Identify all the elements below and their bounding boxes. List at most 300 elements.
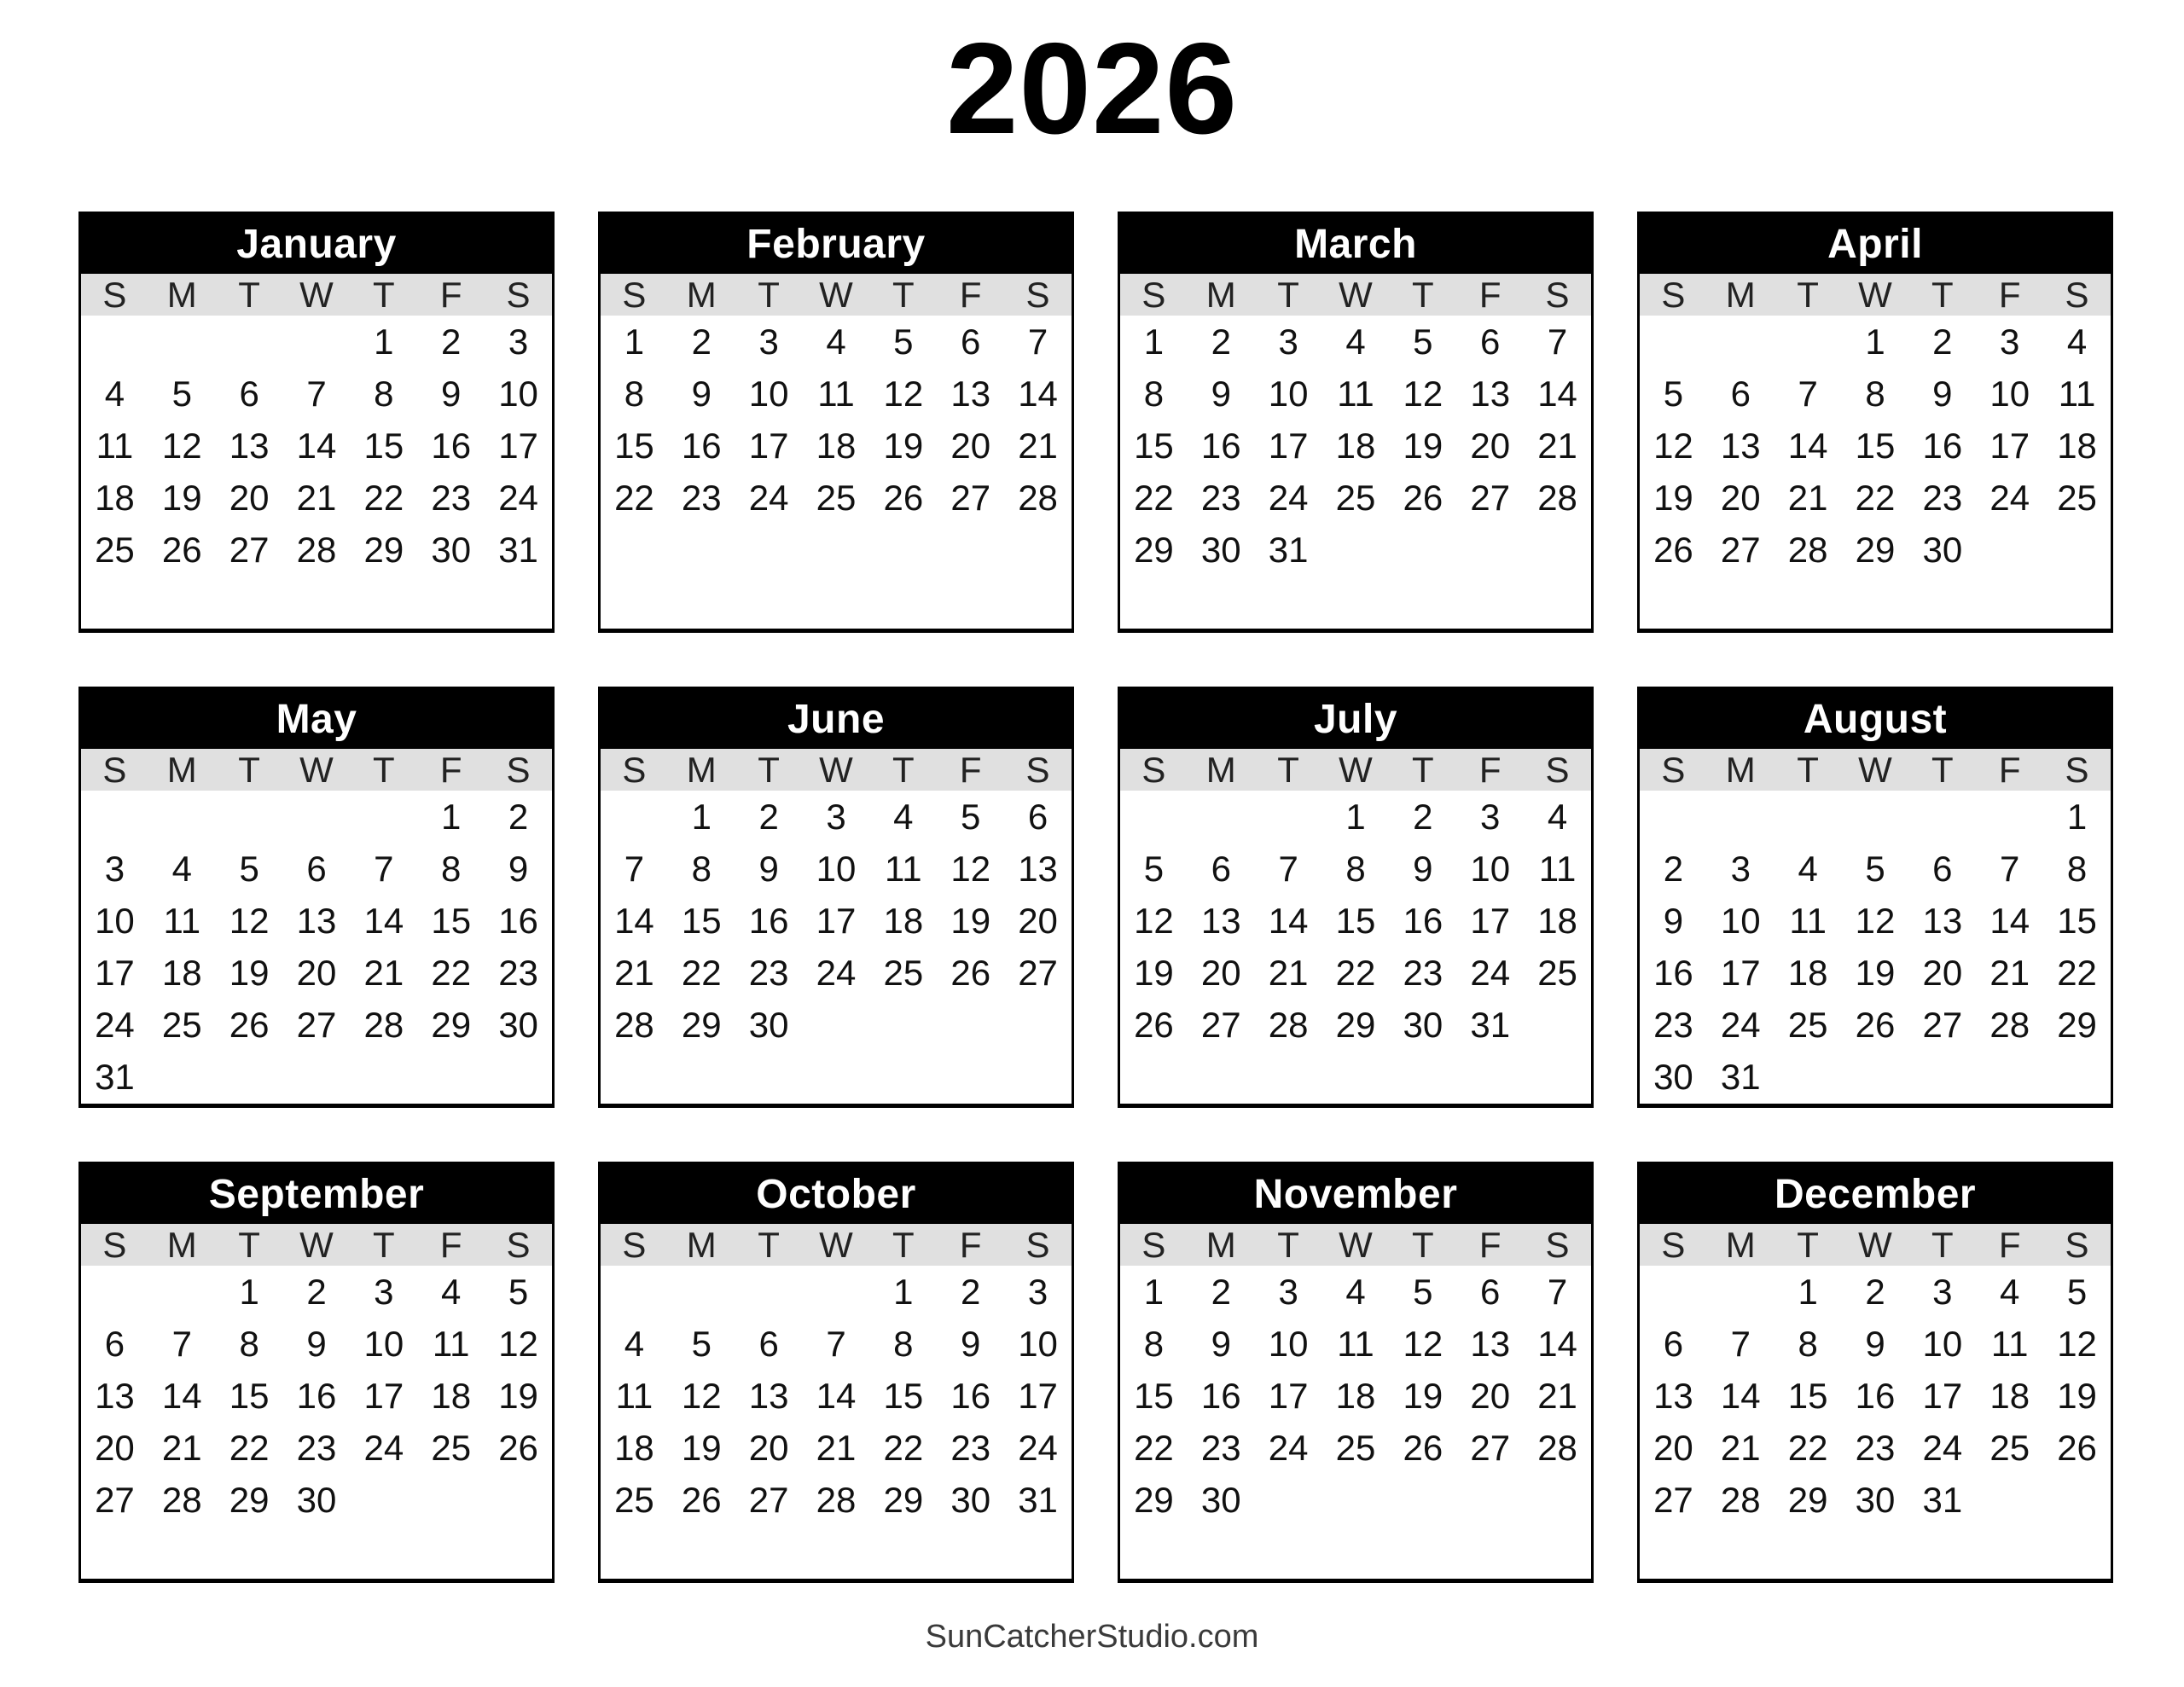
weekday-label: S bbox=[1025, 274, 1050, 315]
weekday-label: T bbox=[238, 274, 260, 315]
weekday-label: S bbox=[2065, 1224, 2089, 1265]
weekday-label: F bbox=[1998, 1224, 2021, 1265]
day-cell: 14 bbox=[363, 900, 404, 941]
day-cell: 8 bbox=[691, 848, 712, 889]
day-cell-empty bbox=[1640, 1266, 1707, 1318]
day-cell: 12 bbox=[161, 425, 202, 466]
day-cell-empty bbox=[1524, 1000, 1591, 1052]
day-cell: 17 bbox=[363, 1375, 404, 1416]
day-cell: 29 bbox=[1855, 530, 1896, 571]
weekday-label: W bbox=[299, 274, 334, 315]
month-days-grid bbox=[601, 1266, 1072, 1579]
day-cell: 29 bbox=[431, 1005, 472, 1046]
day-cell: 5 bbox=[1413, 321, 1433, 362]
day-cell: 18 bbox=[816, 425, 857, 466]
day-cell: 7 bbox=[1547, 321, 1568, 362]
day-cell: 29 bbox=[1134, 530, 1174, 571]
day-cell: 22 bbox=[229, 1428, 270, 1469]
day-cell: 27 bbox=[748, 1480, 789, 1521]
day-cell: 28 bbox=[614, 1005, 654, 1046]
weekday-label: W bbox=[819, 1224, 853, 1265]
day-cell-empty bbox=[869, 1000, 937, 1052]
day-cell: 26 bbox=[1403, 1428, 1443, 1469]
day-cell: 22 bbox=[1134, 1428, 1174, 1469]
day-cell: 10 bbox=[748, 373, 789, 414]
day-cell: 26 bbox=[2057, 1428, 2097, 1469]
day-cell-empty bbox=[1120, 791, 1188, 843]
day-cell: 5 bbox=[508, 1271, 529, 1312]
month-days-grid bbox=[1120, 791, 1591, 1104]
weekday-label: T bbox=[373, 749, 395, 790]
day-cell: 14 bbox=[816, 1375, 857, 1416]
day-cell: 12 bbox=[950, 848, 991, 889]
weekday-label: S bbox=[622, 1224, 647, 1265]
day-cell: 30 bbox=[1922, 530, 1963, 571]
day-cell: 9 bbox=[1663, 900, 1684, 941]
day-cell: 11 bbox=[1337, 373, 1374, 414]
day-cell: 4 bbox=[104, 373, 125, 414]
day-cell-empty bbox=[485, 1475, 552, 1527]
day-cell-empty bbox=[1255, 791, 1322, 843]
day-cell: 12 bbox=[883, 373, 924, 414]
day-cell: 3 bbox=[1730, 848, 1751, 889]
day-cell: 25 bbox=[95, 530, 135, 571]
day-cell-empty bbox=[1322, 525, 1390, 577]
weekday-header-row bbox=[601, 749, 1072, 791]
month-days-grid bbox=[1120, 316, 1591, 629]
day-cell: 5 bbox=[893, 321, 914, 362]
day-cell: 13 bbox=[1470, 1323, 1511, 1364]
day-cell-empty bbox=[283, 316, 351, 368]
day-cell-empty bbox=[1908, 1052, 1976, 1104]
day-cell: 20 bbox=[1470, 1375, 1511, 1416]
month-days-grid bbox=[1640, 316, 2111, 629]
day-cell: 12 bbox=[681, 1375, 722, 1416]
day-cell: 23 bbox=[498, 953, 538, 994]
day-cell: 25 bbox=[2057, 478, 2097, 519]
day-cell: 4 bbox=[1345, 321, 1366, 362]
day-cell: 9 bbox=[1211, 373, 1231, 414]
day-cell: 11 bbox=[2058, 373, 2096, 414]
day-cell: 1 bbox=[441, 796, 462, 837]
day-cell: 23 bbox=[1653, 1005, 1693, 1046]
day-cell-empty bbox=[148, 1052, 216, 1104]
day-cell: 4 bbox=[441, 1271, 462, 1312]
day-cell: 15 bbox=[1335, 900, 1376, 941]
day-cell: 25 bbox=[431, 1428, 472, 1469]
day-cell: 24 bbox=[1720, 1005, 1761, 1046]
day-cell: 19 bbox=[1403, 425, 1443, 466]
weekday-label: F bbox=[1998, 749, 2021, 790]
month-title: April bbox=[1640, 214, 2111, 274]
day-cell: 4 bbox=[2066, 321, 2088, 362]
day-cell: 14 bbox=[1537, 1323, 1577, 1364]
day-cell: 10 bbox=[95, 900, 135, 941]
weekday-label: S bbox=[1661, 1224, 1686, 1265]
day-cell: 26 bbox=[1403, 478, 1443, 519]
day-cell: 21 bbox=[816, 1428, 857, 1469]
weekday-label: T bbox=[1797, 749, 1819, 790]
month-title: March bbox=[1120, 214, 1591, 274]
day-cell: 24 bbox=[748, 478, 789, 519]
weekday-label: S bbox=[506, 274, 531, 315]
day-cell: 7 bbox=[1027, 321, 1048, 362]
month-november bbox=[1118, 1162, 1594, 1583]
day-cell: 11 bbox=[1538, 848, 1577, 889]
day-cell-empty bbox=[803, 1266, 870, 1318]
day-cell: 20 bbox=[1470, 425, 1511, 466]
day-cell: 6 bbox=[306, 848, 327, 889]
day-cell: 28 bbox=[363, 1005, 404, 1046]
day-cell: 8 bbox=[2066, 848, 2088, 889]
day-cell: 11 bbox=[1990, 1323, 2029, 1364]
day-cell: 15 bbox=[229, 1375, 270, 1416]
day-cell: 28 bbox=[1537, 478, 1577, 519]
day-cell: 27 bbox=[296, 1005, 337, 1046]
day-cell: 26 bbox=[950, 953, 991, 994]
day-cell: 11 bbox=[432, 1323, 470, 1364]
day-cell: 1 bbox=[893, 1271, 914, 1312]
year-title: 2026 bbox=[945, 16, 1239, 161]
weekday-label: S bbox=[1141, 274, 1166, 315]
day-cell: 11 bbox=[1789, 900, 1827, 941]
day-cell: 28 bbox=[296, 530, 337, 571]
day-cell: 28 bbox=[1720, 1480, 1761, 1521]
day-cell: 27 bbox=[95, 1480, 135, 1521]
day-cell-empty bbox=[2043, 525, 2111, 577]
day-cell: 22 bbox=[883, 1428, 924, 1469]
day-cell: 8 bbox=[1345, 848, 1366, 889]
day-cell-empty bbox=[1389, 1475, 1456, 1527]
day-cell-empty bbox=[803, 1000, 870, 1052]
day-cell: 13 bbox=[229, 425, 270, 466]
month-title: May bbox=[81, 689, 552, 749]
day-cell: 24 bbox=[1989, 478, 2030, 519]
day-cell: 11 bbox=[163, 900, 201, 941]
weekday-label: W bbox=[1339, 274, 1373, 315]
day-cell: 9 bbox=[1865, 1323, 1885, 1364]
day-cell: 25 bbox=[1335, 478, 1376, 519]
day-cell: 29 bbox=[2057, 1005, 2097, 1046]
day-cell: 17 bbox=[498, 425, 538, 466]
day-cell: 9 bbox=[306, 1323, 327, 1364]
day-cell: 19 bbox=[2057, 1375, 2097, 1416]
month-title: October bbox=[601, 1164, 1072, 1224]
day-cell: 8 bbox=[1798, 1323, 1818, 1364]
day-cell-empty bbox=[735, 1266, 803, 1318]
weekday-label: M bbox=[1725, 1224, 1756, 1265]
day-cell: 13 bbox=[1470, 373, 1511, 414]
weekday-label: T bbox=[758, 749, 780, 790]
day-cell: 19 bbox=[1134, 953, 1174, 994]
day-cell: 5 bbox=[961, 796, 981, 837]
weekday-label: T bbox=[758, 274, 780, 315]
day-cell: 9 bbox=[758, 848, 779, 889]
day-cell: 28 bbox=[1787, 530, 1828, 571]
day-cell: 4 bbox=[624, 1323, 645, 1364]
day-cell: 23 bbox=[1200, 478, 1241, 519]
day-cell-empty bbox=[216, 791, 283, 843]
day-cell: 3 bbox=[2000, 321, 2020, 362]
weekday-label: F bbox=[1478, 274, 1502, 315]
month-title: June bbox=[601, 689, 1072, 749]
day-cell-empty bbox=[1976, 525, 2043, 577]
day-cell: 17 bbox=[95, 953, 135, 994]
day-cell: 26 bbox=[498, 1428, 538, 1469]
day-cell-empty bbox=[417, 1052, 485, 1104]
day-cell: 6 bbox=[758, 1323, 779, 1364]
weekday-label: S bbox=[506, 749, 531, 790]
day-cell: 30 bbox=[1200, 530, 1241, 571]
weekday-label: T bbox=[373, 274, 395, 315]
weekday-label: F bbox=[439, 274, 462, 315]
day-cell: 13 bbox=[748, 1375, 789, 1416]
weekday-label: S bbox=[1545, 1224, 1570, 1265]
day-cell: 3 bbox=[758, 321, 779, 362]
day-cell: 17 bbox=[1018, 1375, 1058, 1416]
month-june bbox=[598, 687, 1074, 1108]
day-cell: 24 bbox=[1922, 1428, 1963, 1469]
month-january bbox=[78, 212, 555, 633]
weekday-label: S bbox=[102, 749, 127, 790]
day-cell-empty bbox=[601, 1266, 668, 1318]
weekday-header-row bbox=[601, 1224, 1072, 1266]
day-cell: 11 bbox=[885, 848, 922, 889]
day-cell: 19 bbox=[681, 1428, 722, 1469]
weekday-label: S bbox=[2065, 749, 2089, 790]
weekday-label: S bbox=[1545, 274, 1570, 315]
day-cell: 2 bbox=[1211, 1271, 1231, 1312]
day-cell: 14 bbox=[1989, 900, 2030, 941]
day-cell: 15 bbox=[1134, 1375, 1174, 1416]
day-cell: 16 bbox=[1200, 425, 1241, 466]
day-cell: 6 bbox=[1932, 848, 1953, 889]
day-cell: 20 bbox=[748, 1428, 789, 1469]
day-cell: 28 bbox=[1989, 1005, 2030, 1046]
day-cell: 30 bbox=[431, 530, 472, 571]
day-cell: 15 bbox=[431, 900, 472, 941]
day-cell: 21 bbox=[296, 478, 337, 519]
day-cell: 7 bbox=[826, 1323, 846, 1364]
day-cell: 17 bbox=[1268, 425, 1309, 466]
day-cell: 20 bbox=[950, 425, 991, 466]
month-title: December bbox=[1640, 1164, 2111, 1224]
day-cell: 2 bbox=[1413, 796, 1433, 837]
day-cell: 5 bbox=[1865, 848, 1885, 889]
weekday-label: M bbox=[1205, 749, 1236, 790]
month-title: August bbox=[1640, 689, 2111, 749]
day-cell: 13 bbox=[1922, 900, 1963, 941]
day-cell: 20 bbox=[1720, 478, 1761, 519]
day-cell: 13 bbox=[950, 373, 991, 414]
day-cell: 16 bbox=[1403, 900, 1443, 941]
day-cell: 8 bbox=[374, 373, 394, 414]
day-cell: 6 bbox=[1730, 373, 1751, 414]
day-cell: 29 bbox=[883, 1480, 924, 1521]
day-cell: 26 bbox=[1653, 530, 1693, 571]
day-cell: 16 bbox=[681, 425, 722, 466]
day-cell: 18 bbox=[1335, 425, 1376, 466]
day-cell: 3 bbox=[1027, 1271, 1048, 1312]
day-cell: 26 bbox=[883, 478, 924, 519]
day-cell-empty bbox=[350, 791, 417, 843]
day-cell: 17 bbox=[816, 900, 857, 941]
day-cell: 8 bbox=[1143, 1323, 1165, 1364]
day-cell: 15 bbox=[614, 425, 654, 466]
weekday-label: M bbox=[166, 749, 197, 790]
month-days-grid bbox=[81, 316, 552, 629]
weekday-label: M bbox=[686, 1224, 717, 1265]
day-cell: 3 bbox=[826, 796, 846, 837]
day-cell: 7 bbox=[1547, 1271, 1568, 1312]
day-cell: 18 bbox=[1537, 900, 1577, 941]
day-cell-empty bbox=[1322, 1475, 1390, 1527]
day-cell: 11 bbox=[817, 373, 855, 414]
day-cell: 10 bbox=[363, 1323, 404, 1364]
day-cell: 29 bbox=[1335, 1005, 1376, 1046]
day-cell-empty bbox=[283, 791, 351, 843]
day-cell: 13 bbox=[1200, 900, 1241, 941]
day-cell-empty bbox=[350, 1052, 417, 1104]
day-cell: 21 bbox=[1787, 478, 1828, 519]
weekday-label: F bbox=[439, 1224, 462, 1265]
day-cell-empty bbox=[148, 791, 216, 843]
day-cell: 24 bbox=[816, 953, 857, 994]
day-cell-empty bbox=[1976, 1475, 2043, 1527]
day-cell-empty bbox=[937, 1000, 1004, 1052]
weekday-label: W bbox=[819, 274, 853, 315]
day-cell: 12 bbox=[1403, 373, 1443, 414]
day-cell: 20 bbox=[95, 1428, 135, 1469]
month-title: September bbox=[81, 1164, 552, 1224]
day-cell: 1 bbox=[239, 1271, 259, 1312]
day-cell: 26 bbox=[681, 1480, 722, 1521]
day-cell: 27 bbox=[1653, 1480, 1693, 1521]
weekday-label: T bbox=[1797, 274, 1819, 315]
day-cell: 16 bbox=[1855, 1375, 1896, 1416]
day-cell: 9 bbox=[1413, 848, 1433, 889]
day-cell: 12 bbox=[2057, 1323, 2097, 1364]
weekday-label: S bbox=[506, 1224, 531, 1265]
day-cell-empty bbox=[1640, 316, 1707, 368]
day-cell: 1 bbox=[374, 321, 394, 362]
day-cell: 3 bbox=[374, 1271, 394, 1312]
day-cell: 3 bbox=[104, 848, 125, 889]
day-cell: 4 bbox=[2000, 1271, 2020, 1312]
day-cell: 7 bbox=[171, 1323, 192, 1364]
month-title: February bbox=[601, 214, 1072, 274]
day-cell: 25 bbox=[1537, 953, 1577, 994]
day-cell-empty bbox=[1255, 1475, 1322, 1527]
day-cell: 16 bbox=[950, 1375, 991, 1416]
day-cell: 9 bbox=[1932, 373, 1953, 414]
day-cell: 10 bbox=[498, 373, 538, 414]
day-cell: 9 bbox=[1211, 1323, 1231, 1364]
day-cell: 29 bbox=[1787, 1480, 1828, 1521]
month-days-grid bbox=[81, 791, 552, 1104]
day-cell: 31 bbox=[1720, 1057, 1761, 1098]
day-cell: 6 bbox=[1480, 321, 1501, 362]
day-cell: 30 bbox=[1653, 1057, 1693, 1098]
day-cell: 25 bbox=[1335, 1428, 1376, 1469]
weekday-label: M bbox=[1725, 749, 1756, 790]
day-cell: 10 bbox=[1989, 373, 2030, 414]
day-cell: 9 bbox=[508, 848, 529, 889]
weekday-label: F bbox=[959, 1224, 982, 1265]
day-cell: 28 bbox=[1018, 478, 1058, 519]
weekday-label: M bbox=[1205, 1224, 1236, 1265]
day-cell: 16 bbox=[431, 425, 472, 466]
day-cell-empty bbox=[1524, 525, 1591, 577]
day-cell: 27 bbox=[1200, 1005, 1241, 1046]
day-cell: 31 bbox=[498, 530, 538, 571]
day-cell: 20 bbox=[1018, 900, 1058, 941]
weekday-label: W bbox=[299, 749, 334, 790]
month-july bbox=[1118, 687, 1594, 1108]
day-cell-empty bbox=[216, 1052, 283, 1104]
weekday-label: W bbox=[1858, 749, 1892, 790]
day-cell: 31 bbox=[1470, 1005, 1511, 1046]
day-cell: 22 bbox=[1787, 1428, 1828, 1469]
day-cell: 4 bbox=[826, 321, 846, 362]
day-cell-empty bbox=[1976, 791, 2043, 843]
weekday-header-row bbox=[81, 1224, 552, 1266]
day-cell: 25 bbox=[1787, 1005, 1828, 1046]
day-cell: 23 bbox=[296, 1428, 337, 1469]
day-cell: 7 bbox=[1730, 1323, 1751, 1364]
weekday-header-row bbox=[1640, 749, 2111, 791]
day-cell: 6 bbox=[961, 321, 981, 362]
day-cell: 14 bbox=[1018, 373, 1058, 414]
month-days-grid bbox=[1120, 1266, 1591, 1579]
day-cell: 3 bbox=[1278, 1271, 1298, 1312]
day-cell: 2 bbox=[961, 1271, 981, 1312]
day-cell-empty bbox=[350, 1475, 417, 1527]
day-cell: 6 bbox=[1480, 1271, 1501, 1312]
day-cell: 3 bbox=[1480, 796, 1501, 837]
day-cell: 6 bbox=[104, 1323, 125, 1364]
month-title: November bbox=[1120, 1164, 1591, 1224]
day-cell: 18 bbox=[614, 1428, 654, 1469]
day-cell: 8 bbox=[441, 848, 462, 889]
day-cell: 18 bbox=[1335, 1375, 1376, 1416]
day-cell: 22 bbox=[1335, 953, 1376, 994]
day-cell: 2 bbox=[1932, 321, 1953, 362]
day-cell: 21 bbox=[1018, 425, 1058, 466]
day-cell: 1 bbox=[1345, 796, 1366, 837]
weekday-label: T bbox=[892, 1224, 915, 1265]
weekday-label: M bbox=[686, 274, 717, 315]
weekday-label: W bbox=[819, 749, 853, 790]
day-cell: 2 bbox=[1865, 1271, 1885, 1312]
day-cell: 22 bbox=[1855, 478, 1896, 519]
day-cell: 1 bbox=[1865, 321, 1885, 362]
day-cell: 24 bbox=[1268, 1428, 1309, 1469]
day-cell: 24 bbox=[1268, 478, 1309, 519]
day-cell: 22 bbox=[1134, 478, 1174, 519]
day-cell: 10 bbox=[1720, 900, 1761, 941]
day-cell: 17 bbox=[1470, 900, 1511, 941]
day-cell: 3 bbox=[508, 321, 529, 362]
day-cell: 4 bbox=[893, 796, 914, 837]
day-cell: 27 bbox=[229, 530, 270, 571]
day-cell: 25 bbox=[1989, 1428, 2030, 1469]
day-cell: 31 bbox=[1268, 530, 1309, 571]
day-cell: 15 bbox=[883, 1375, 924, 1416]
day-cell-empty bbox=[1188, 791, 1255, 843]
day-cell-empty bbox=[601, 791, 668, 843]
day-cell: 9 bbox=[961, 1323, 981, 1364]
